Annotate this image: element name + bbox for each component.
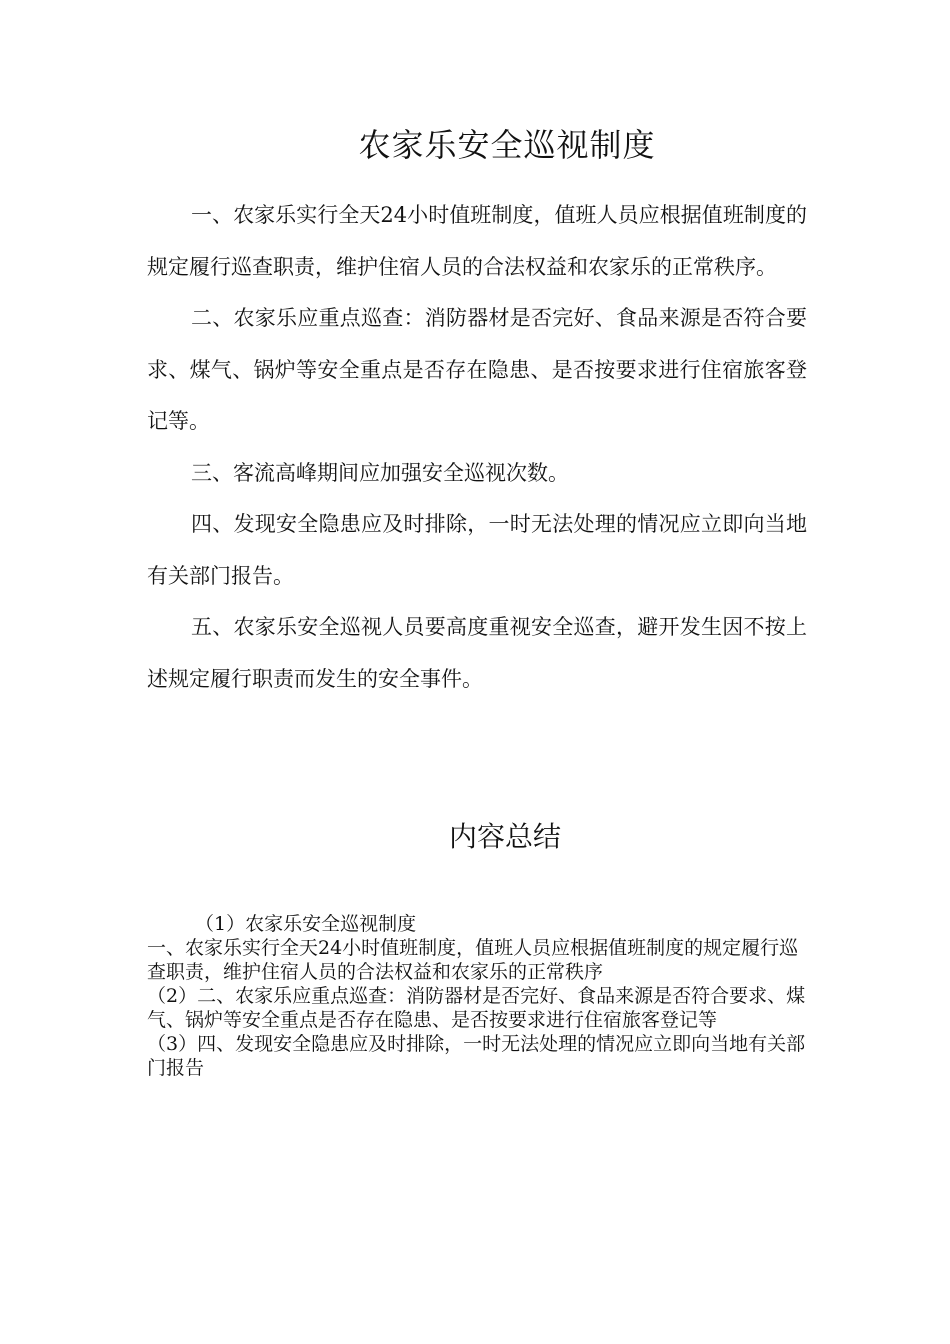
summary-line-3: （2）二、农家乐应重点巡查：消防器材是否完好、食品来源是否符合要求、煤气、锅炉等安全重点是否存在隐患、是否按要求进行住宿旅客登记等 [147, 985, 806, 1031]
paragraph-3: 三、客流高峰期间应加强安全巡视次数。 [191, 460, 569, 485]
document-title: 农家乐安全巡视制度 [358, 126, 656, 164]
paragraph-4: 四、发现安全隐患应及时排除，一时无法处理的情况应立即向当地有关部门报告。 [147, 512, 807, 588]
document-body [147, 190, 807, 705]
paragraph-5: 五、农家乐安全巡视人员要高度重视安全巡查，避开发生因不按上述规定履行职责而发生的安全事件。 [147, 615, 807, 691]
summary-line-1: （1）农家乐安全巡视制度 [195, 913, 417, 935]
summary-title: 内容总结 [448, 820, 561, 853]
paragraph-2: 二、农家乐应重点巡查：消防器材是否完好、食品来源是否符合要求、煤气、锅炉等安全重点是否存在隐患、是否按要求进行住宿旅客登记等。 [147, 306, 807, 433]
summary-line-4: （3）四、发现安全隐患应及时排除，一时无法处理的情况应立即向当地有关部门报告 [147, 1033, 806, 1079]
summary-line-2: 一、农家乐实行全天24小时值班制度，值班人员应根据值班制度的规定履行巡查职责，维护住宿人员的合法权益和农家乐的正常秩序 [147, 937, 799, 983]
summary-section [147, 912, 807, 1080]
paragraph-1: 一、农家乐实行全天24小时值班制度，值班人员应根据值班制度的规定履行巡查职责，维护住宿人员的合法权益和农家乐的正常秩序。 [147, 203, 807, 279]
